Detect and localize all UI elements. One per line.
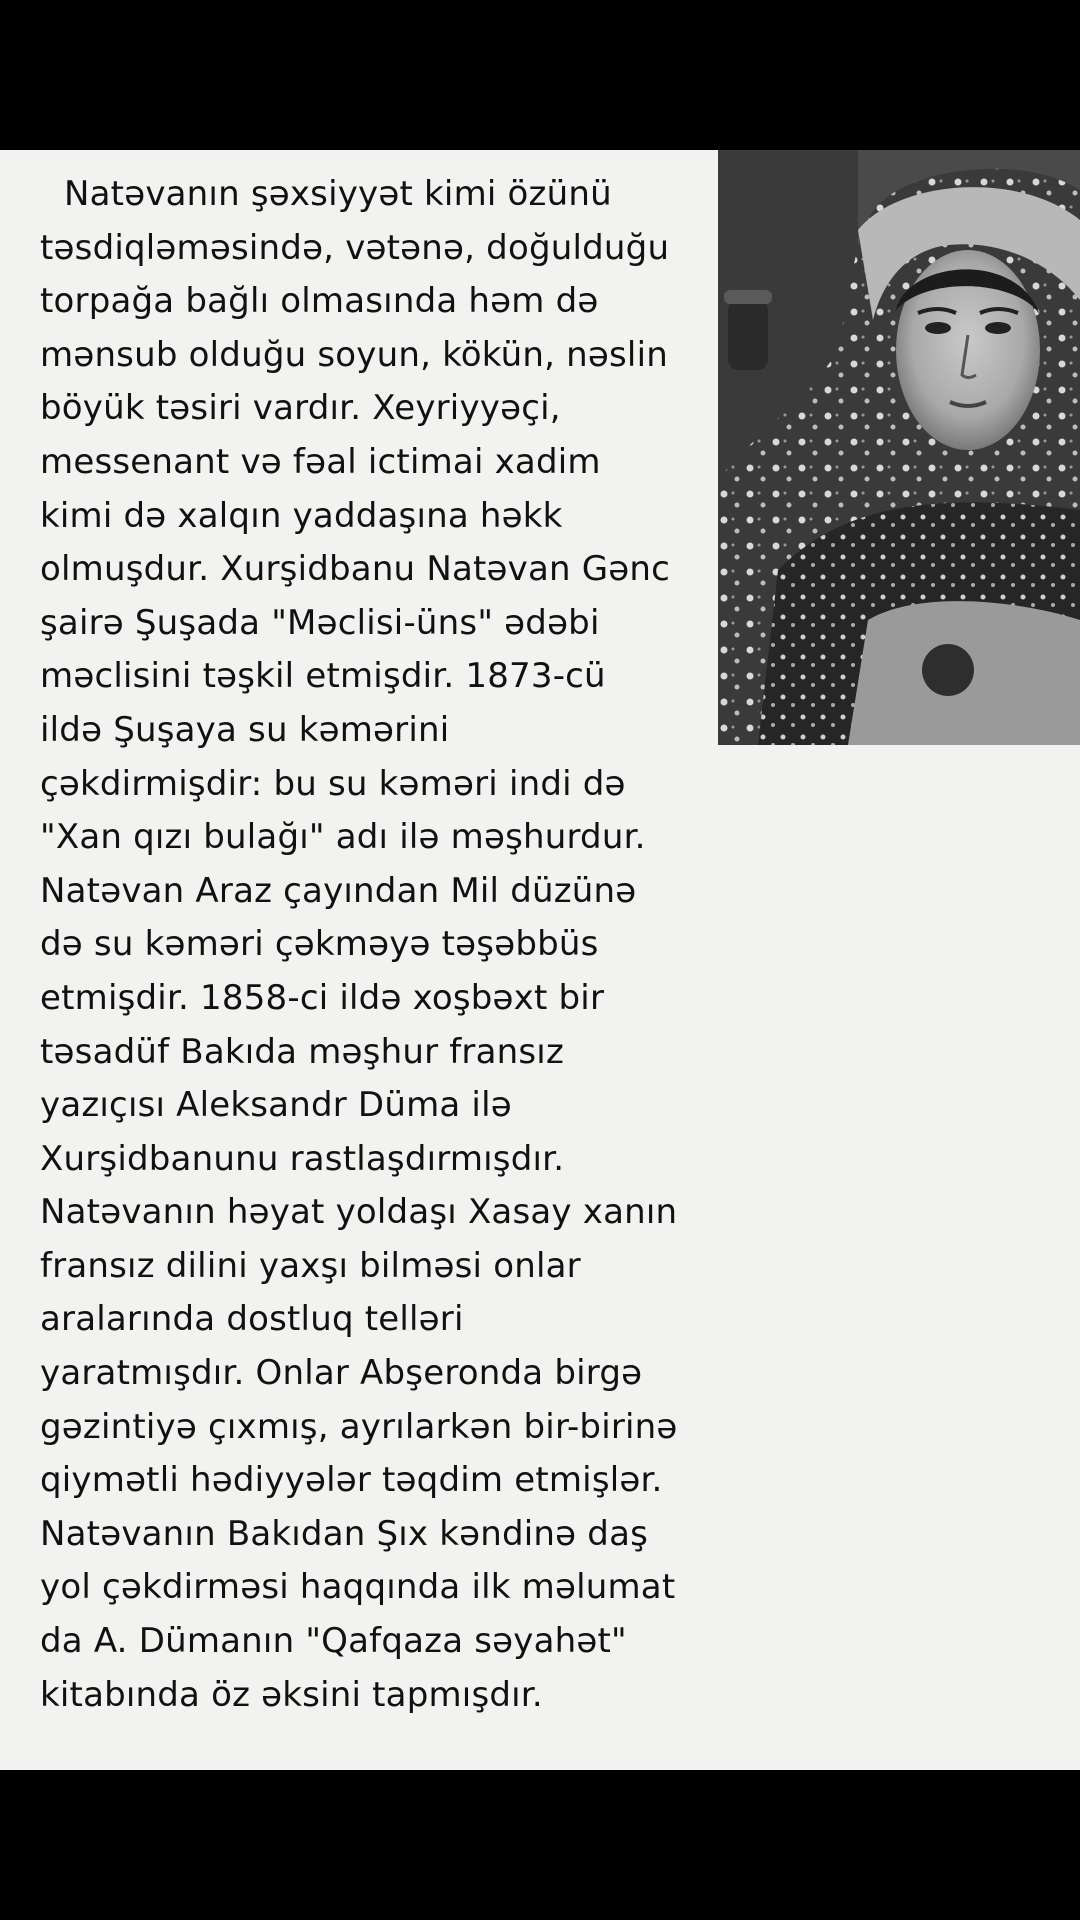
text-line: qiymətli hədiyyələr təqdim etmişlər.: [40, 1460, 663, 1501]
text-line: yol çəkdirməsi haqqında ilk məlumat: [40, 1567, 676, 1608]
text-line: təsdiqləməsində, vətənə, doğulduğu: [40, 227, 670, 268]
text-line: təsadüf Bakıda məşhur fransız: [40, 1031, 565, 1072]
text-line: yaratmışdır. Onlar Abşeronda birgə: [40, 1353, 643, 1394]
text-line: kitabında öz əksini tapmışdır.: [40, 1674, 543, 1715]
text-line: böyük təsiri vardır. Xeyriyyəçi,: [40, 388, 561, 429]
text-line: yazıçısı Aleksandr Düma ilə: [40, 1085, 512, 1126]
text-line: də su kəməri çəkməyə təşəbbüs: [40, 924, 599, 965]
portrait-photo: [718, 150, 1080, 745]
text-line: aralarında dostluq telləri: [40, 1299, 464, 1340]
top-black-bar: [0, 0, 1080, 150]
text-line: məclisini təşkil etmişdir. 1873-cü: [40, 656, 606, 697]
text-line: gəzintiyə çıxmış, ayrılarkən bir-birinə: [40, 1406, 678, 1447]
bottom-black-bar: [0, 1770, 1080, 1920]
text-line: Natəvanın həyat yoldaşı Xasay xanın: [40, 1192, 678, 1233]
text-line: messenant və fəal ictimai xadim: [40, 441, 601, 482]
text-line: torpağa bağlı olmasında həm də: [40, 281, 599, 322]
document-page: [0, 150, 1080, 1770]
article-text: [40, 168, 720, 1722]
text-line: çəkdirmişdir: bu su kəməri indi də: [40, 763, 626, 804]
text-line: Natəvanın Bakıdan Şıx kəndinə daş: [40, 1513, 649, 1554]
text-line: fransız dilini yaxşı bilməsi onlar: [40, 1245, 581, 1286]
text-line: mənsub olduğu soyun, kökün, nəslin: [40, 334, 668, 375]
text-line: Xurşidbanunu rastlaşdırmışdır.: [40, 1138, 565, 1179]
text-line: ildə Şuşaya su kəmərini: [40, 709, 450, 750]
text-line: Natəvanın şəxsiyyət kimi özünü: [64, 174, 612, 214]
text-line: olmuşdur. Xurşidbanu Natəvan Gənc: [40, 549, 671, 590]
text-line: Natəvan Araz çayından Mil düzünə: [40, 870, 637, 911]
text-line: kimi də xalqın yaddaşına həkk: [40, 495, 563, 536]
text-line: "Xan qızı bulağı" adı ilə məşhurdur.: [40, 817, 646, 858]
text-line: şairə Şuşada "Məclisi-üns" ədəbi: [40, 602, 600, 643]
text-line: da A. Dümanın "Qafqaza səyahət": [40, 1621, 627, 1662]
text-line: etmişdir. 1858-ci ildə xoşbəxt bir: [40, 977, 605, 1018]
